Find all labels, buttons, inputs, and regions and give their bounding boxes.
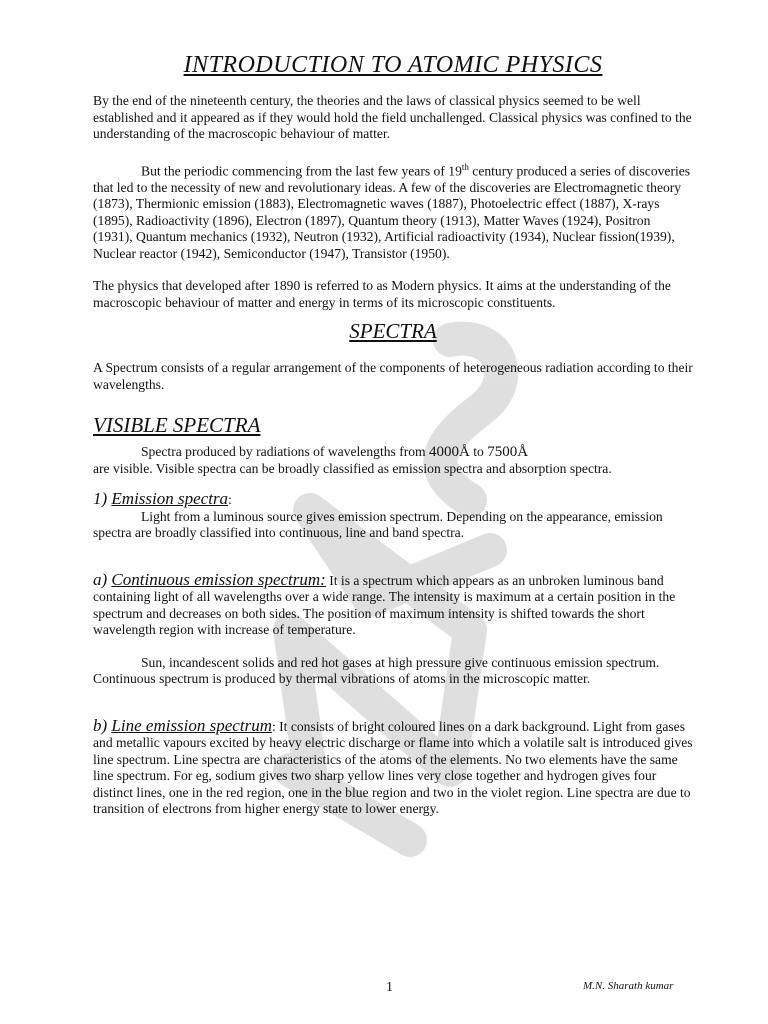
- line-text: : It consists of bright coloured lines on a dark background. Light from gases and metallic vapours excited by heavy electric discharge or flame into which a volatile salt is introduced gives line spectrum. Line spectra are characteristics of the atoms of the elements. No two elements have the same line spectrum. For eg, sodium gives two sharp yellow lines very close together and hydrogen gives four distinct lines, one in the red region, one in the blue region and two in the violet region. Line spectra are due to transition of electrons from higher energy state to lower energy.: [93, 718, 693, 817]
- emission-paragraph: Light from a luminous source gives emission spectrum. Depending on the appearance, emission spectra are broadly classified into continuous, line and band spectra.: [93, 508, 663, 541]
- continuous-paragraph-2: Sun, incandescent solids and red hot gases at high pressure give continuous emission spectrum. Continuous spectrum is produced by thermal vibrations of atoms in the microscopic matter.: [93, 654, 660, 687]
- continuous-text: It is a spectrum which appears as an unbroken luminous band containing light of all wavelengths over a wide range. The intensity is maximum at a certain position in the spectrum and decreases on both sides. The position of maximum intensity is shifted towards the short wavelength region with increase of temperature.: [93, 572, 676, 638]
- visible-spectra-paragraph-line2: are visible. Visible spectra can be broadly classified as emission spectra and absorption spectra.: [93, 460, 612, 476]
- emission-number: 1): [93, 489, 112, 509]
- intro-p2-superscript: th: [461, 161, 469, 172]
- continuous-heading: Continuous emission spectrum:: [111, 569, 326, 589]
- line-number: b): [93, 715, 112, 735]
- emission-title: Emission spectra: [111, 489, 229, 509]
- spectra-paragraph: A Spectrum consists of a regular arrangement of the components of heterogeneous radiation according to their wavelengths.: [93, 360, 693, 392]
- page-title: INTRODUCTION TO ATOMIC PHYSICS: [183, 52, 603, 78]
- wavelength-max: 7500Å: [487, 444, 529, 461]
- continuous-number: a): [93, 569, 112, 589]
- visible-spectra-paragraph-line1: [93, 444, 693, 461]
- page-number: 1: [386, 980, 393, 995]
- author-signature: M.N. Sharath kumar: [583, 980, 674, 992]
- wavelength-min: 4000Å: [429, 444, 470, 461]
- emission-spectra-heading: [93, 491, 693, 509]
- line-spectrum-paragraph: [93, 715, 693, 818]
- visible-to: to: [469, 444, 488, 460]
- emission-colon: :: [228, 492, 232, 508]
- continuous-spectrum-paragraph: [93, 569, 693, 639]
- intro-paragraph-3: The physics that developed after 1890 is referred to as Modern physics. It aims at the understanding of the macroscopic behaviour of matter and energy in terms of its microscopic constituents.: [93, 278, 671, 310]
- document-content: [93, 52, 693, 818]
- intro-p2-text-a: But the periodic commencing from the last few years of 19: [141, 163, 462, 179]
- line-heading: Line emission spectrum: [111, 715, 272, 735]
- visible-spectra-heading: VISIBLE SPECTRA: [93, 413, 261, 438]
- visible-text-a: Spectra produced by radiations of wavelengths from: [141, 444, 430, 460]
- intro-p2-text-b: century produced a series of discoveries that led to the necessity of new and revolutionary ideas. A few of the discoveries are Electromagnetic theory (1873), Thermionic emission (1883), Electromagnetic waves (1887), Photoelectric effect (1887), X-rays (1895), Radioactivity (1896), Electron (1897), Quantum theory (1913), Matter Waves (1924), Positron (1931), Quantum mechanics (1932), Neutron (1932), Artificial radioactivity (1934), Nuclear fission(1939), Nuclear reactor (1942), Semiconductor (1947), Transistor (1950).: [93, 163, 691, 261]
- intro-paragraph-1: By the end of the nineteenth century, the theories and the laws of classical physics seemed to be well established and it appeared as if they would hold the field unchallenged. Classical physics was confined to the understanding of the macroscopic behaviour of matter.: [93, 93, 692, 141]
- intro-paragraph-2: [93, 159, 693, 263]
- spectra-heading: SPECTRA: [349, 319, 437, 344]
